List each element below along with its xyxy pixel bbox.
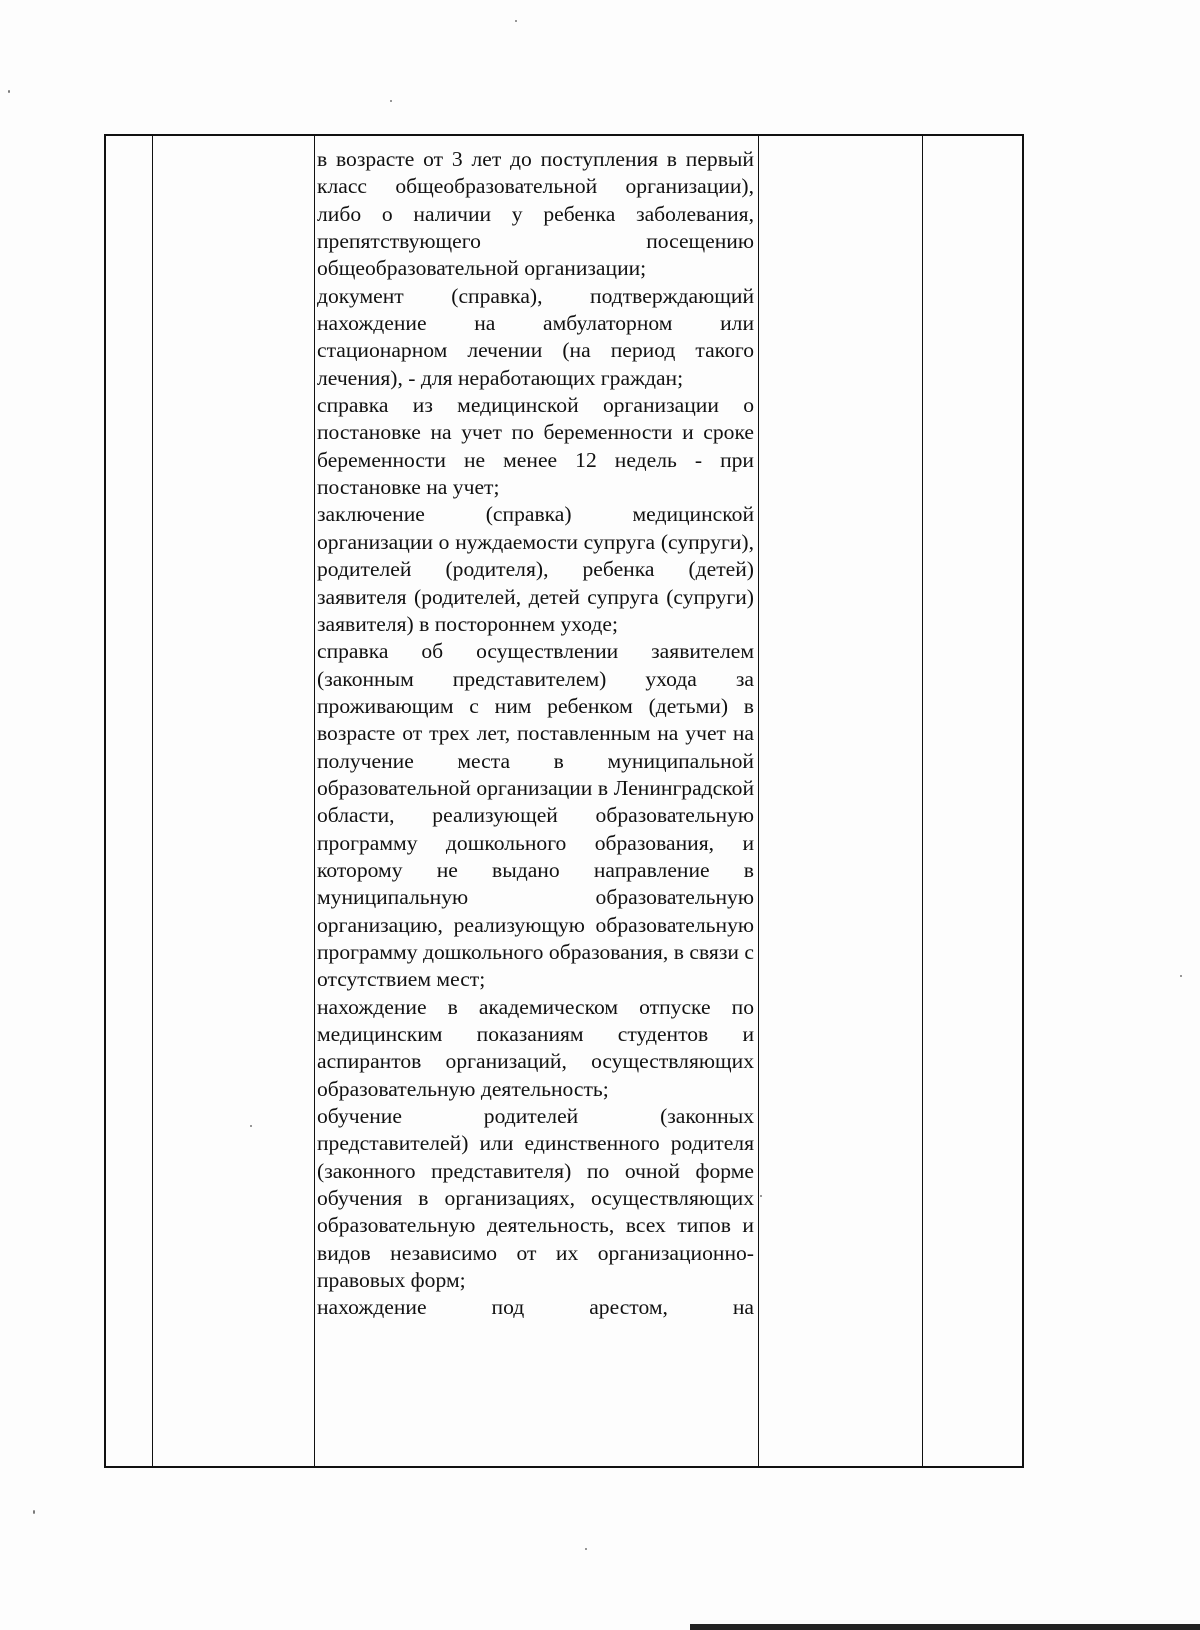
scan-speck [250, 1125, 252, 1127]
scan-speck [8, 90, 10, 93]
paragraph-parent-study: обучение родителей (законных представителей) или единственного родителя (законного представителя) по очной форме обучения в организациях, осуществляющих образовательную деятельность, всех типов и видов независимо от их организационно-правовых форм; [317, 1104, 754, 1293]
paragraph-pregnancy: справка из медицинской организации о постановке на учет по беременности и сроке беременности не менее 12 недель - при постановке на учет; [317, 393, 754, 500]
scan-speck [1180, 975, 1182, 977]
column-divider-3 [758, 136, 759, 1466]
scan-speck [585, 1548, 587, 1550]
scan-speck [515, 20, 517, 22]
scan-speck [390, 100, 392, 102]
column-divider-2 [314, 136, 315, 1466]
scan-edge [690, 1624, 1200, 1630]
paragraph-arrest: нахождение под арестом, на [317, 1295, 754, 1320]
scan-speck [760, 1195, 762, 1197]
paragraph-academic-leave: нахождение в академическом отпуске по медицинским показаниям студентов и аспирантов организаций, осуществляющих образовательную деятельность; [317, 994, 754, 1101]
column-divider-1 [152, 136, 153, 1466]
paragraph-care-conclusion: заключение (справка) медицинской организации о нуждаемости супруга (супруги), родителей (родителя), ребенка (детей) заявителя (родителей, детей супруга (супруги) заявителя) в постороннем уходе; [317, 502, 754, 636]
requirements-cell [317, 146, 754, 1322]
paragraph-child-care: справка об осуществлении заявителем (законным представителем) ухода за проживающим с ним ребенком (детьми) в возрасте от трех лет, поставленным на учет на получение места в муниципальной образовательной организации в Ленинградской области, реализующей образовательную программу дошкольного образования, и которому не выдано направление в муниципальную образовательную организацию, реализующую образовательную программу дошкольного образования, в связи с отсутствием мест; [317, 639, 754, 992]
paragraph-age: в возрасте от 3 лет до поступления в первый класс общеобразовательной организации), либо о наличии у ребенка заболевания, препятствующего посещению общеобразовательной организации; [317, 147, 754, 281]
paragraph-treatment: документ (справка), подтверждающий нахождение на амбулаторном или стационарном лечении (на период такого лечения), - для неработающих граждан; [317, 283, 754, 390]
column-divider-4 [922, 136, 923, 1466]
scan-speck [33, 1510, 35, 1514]
document-table [104, 134, 1024, 1468]
